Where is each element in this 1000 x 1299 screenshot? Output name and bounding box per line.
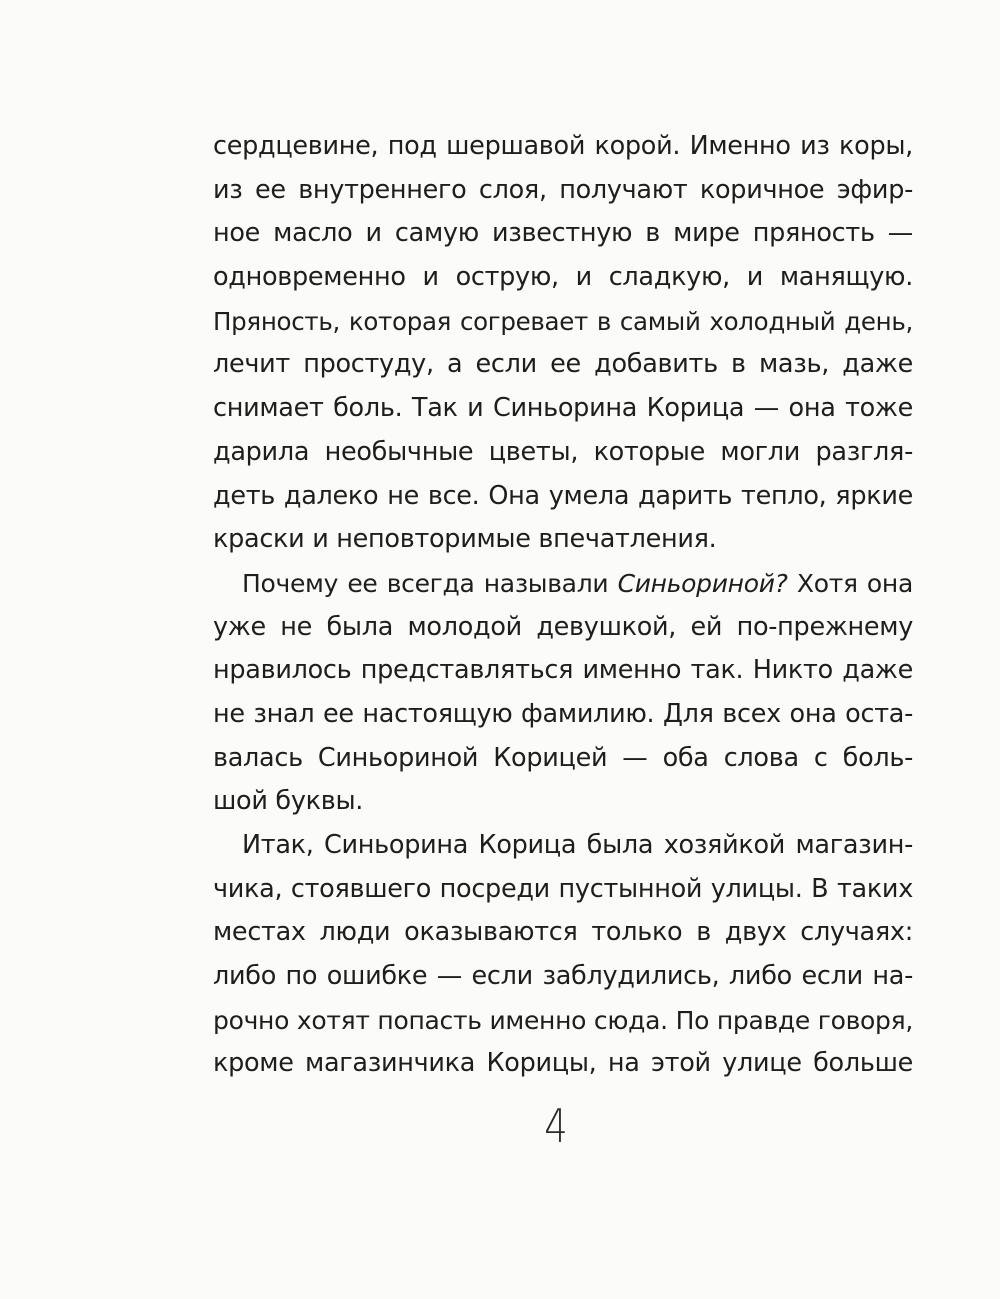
text-line: из ее внутреннего слоя, получают коричное эфир- (213, 174, 913, 205)
text-line: чика, стоявшего посреди пустынной улицы. В таких (213, 873, 913, 904)
paragraph-first-line: Итак, Синьорина Корица была хозяйкой магазин- (242, 830, 913, 860)
italic-word: Синьориной? (617, 568, 788, 598)
text-line: краски и неповторимые впечатления. (213, 524, 717, 555)
text-line: дарила необычные цветы, которые могли разгля- (213, 436, 913, 467)
text-line: валась Синьориной Корицей — оба слова с боль- (213, 742, 913, 773)
text-run: Хотя она (796, 568, 913, 598)
body-text (213, 125, 913, 1086)
text-line: рочно хотят попасть именно сюда. По правде говоря, (213, 1005, 913, 1035)
text-line: снимает боль. Так и Синьорина Корица — она тоже (213, 393, 913, 424)
page-number: 4 (544, 1099, 568, 1153)
text-run: Почему ее всегда называли (242, 568, 609, 598)
text-line: ное масло и самую известную в мире пряность — (213, 218, 913, 249)
text-line: не знал ее настоящую фамилию. Для всех она оста- (213, 698, 913, 729)
text-line: либо по ошибке — если заблудились, либо если на- (213, 961, 913, 992)
text-line: уже не была молодой девушкой, ей по-прежнему (213, 611, 913, 642)
text-line: кроме магазинчика Корицы, на этой улице больше (213, 1048, 913, 1079)
paragraph-first-line (213, 562, 913, 606)
text-line: Пряность, которая согревает в самый холодный день, (213, 306, 913, 336)
text-line: одновременно и острую, и сладкую, и манящую. (213, 262, 913, 293)
text-line: лечит простуду, а если ее добавить в мазь, даже (213, 349, 913, 380)
text-line: местах люди оказываются только в двух случаях: (213, 917, 913, 948)
text-line: шой буквы. (213, 786, 364, 817)
text-line: сердцевине, под шершавой корой. Именно из коры, (213, 131, 913, 161)
text-line: деть далеко не все. Она умела дарить тепло, яркие (213, 480, 913, 511)
text-line: нравилось представляться именно так. Никто даже (213, 655, 913, 686)
